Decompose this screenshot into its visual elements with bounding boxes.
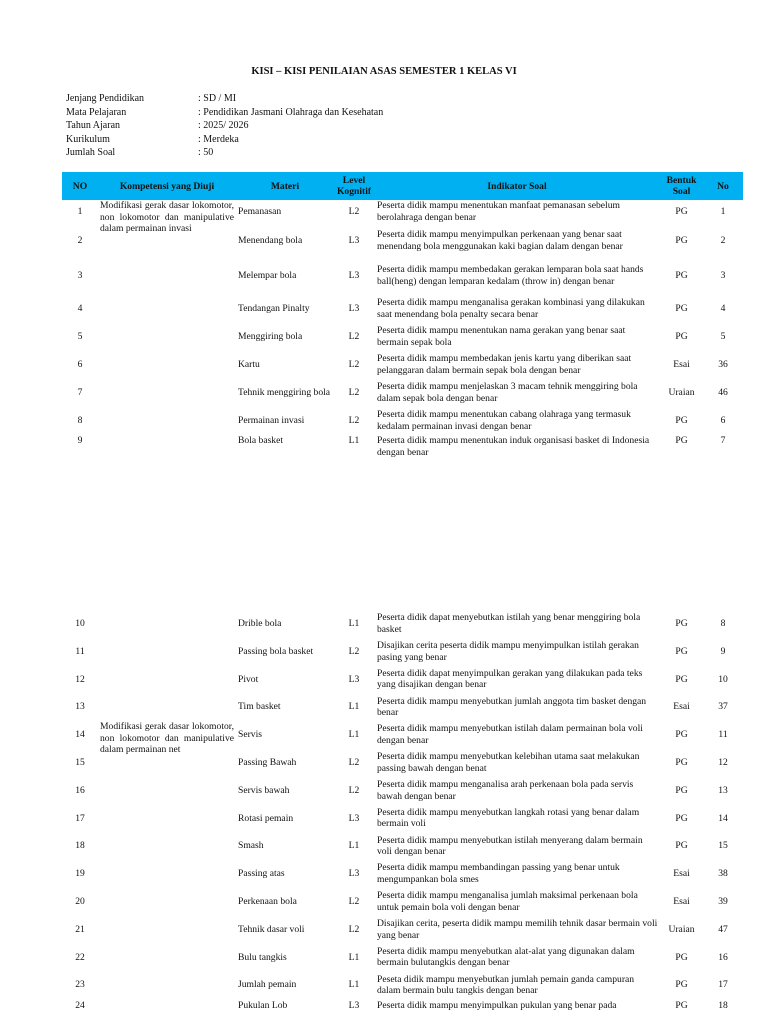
cell-nomor: 6: [720, 415, 726, 427]
cell-kompetensi: [98, 693, 236, 721]
cell-nomor: 8: [720, 618, 726, 630]
cell-no: 16: [75, 784, 85, 796]
cell-indikator: Peserta didik mampu menyebutkan jumlah anggota tim basket dengan benar: [377, 695, 647, 719]
cell-no: 9: [77, 435, 83, 446]
cell-indikator: Peserta didik mampu membedakan jenis kartu yang diberikan saat pelanggaran dalam bermain sepak bola dengan benar: [377, 353, 632, 376]
kisi-table-part-2: [62, 610, 743, 1013]
cell-level: L2: [348, 359, 360, 371]
info-label: Jumlah Soal: [66, 147, 116, 159]
cell-level: L1: [348, 951, 360, 963]
cell-no: 6: [77, 359, 83, 371]
cell-level: L1: [348, 979, 360, 991]
document-title: KISI – KISI PENILAIAN ASAS SEMESTER 1 KELAS VI: [251, 66, 517, 77]
cell-materi: Bola basket: [238, 435, 284, 446]
table-row: [62, 693, 743, 721]
cell-bentuk: PG: [675, 812, 688, 824]
cell-kompetensi: [98, 323, 236, 351]
cell-nomor: 2: [720, 234, 726, 246]
table-row: [62, 257, 743, 295]
table-row: [62, 407, 743, 435]
cell-bentuk: PG: [675, 618, 688, 630]
cell-materi: Menendang bola: [238, 234, 303, 246]
cell-nomor: 10: [718, 673, 728, 685]
cell-nomor: 46: [718, 387, 728, 399]
table-row: [62, 832, 743, 860]
info-row: [66, 146, 383, 160]
cell-indikator: Peserta didik mampu membedakan gerakan lemparan bola saat hands ball(heng) dengan lemparan kedalam (throw in) dengan benar: [377, 264, 644, 287]
cell-materi: Smash: [238, 840, 264, 852]
cell-materi: Melempar bola: [238, 270, 297, 282]
cell-level: L1: [348, 840, 360, 852]
cell-no: 2: [77, 234, 83, 246]
info-row: [66, 106, 383, 120]
cell-materi: Servis bawah: [238, 784, 290, 796]
cell-bentuk: PG: [675, 270, 688, 282]
cell-indikator: Peserta didik mampu menganalisa arah perkenaan bola pada servis bawah dengan benar: [377, 779, 634, 802]
cell-bentuk: Uraian: [668, 923, 695, 935]
cell-bentuk: Esai: [673, 868, 690, 880]
cell-kompetensi: [98, 638, 236, 666]
table-row: [62, 379, 743, 407]
cell-level: L1: [348, 435, 360, 446]
cell-bentuk: PG: [675, 951, 688, 963]
cell-nomor: 37: [718, 701, 728, 713]
cell-bentuk: PG: [675, 234, 688, 246]
cell-nomor: 1: [720, 206, 726, 218]
cell-kompetensi: [98, 888, 236, 916]
info-block: [66, 92, 383, 160]
cell-indikator: Peserta didik mampu menyebutkan istilah menyerang dalam bermain voli dengan benar: [377, 834, 643, 858]
header-nomor: No: [703, 172, 743, 200]
cell-materi: Pukulan Lob: [238, 1000, 288, 1012]
cell-kompetensi: [98, 435, 236, 463]
info-label: Kurikulum: [66, 133, 110, 145]
header-indikator: Indikator Soal: [374, 172, 660, 200]
cell-materi: Rotasi pemain: [238, 812, 294, 824]
cell-materi: Tendangan Pinalty: [238, 303, 310, 315]
cell-nomor: 4: [720, 303, 726, 315]
cell-level: L3: [348, 270, 360, 282]
cell-no: 17: [75, 812, 85, 824]
cell-nomor: 39: [718, 896, 728, 908]
cell-level: L3: [348, 1000, 360, 1012]
cell-no: 23: [75, 979, 85, 991]
kisi-table-part-1: [62, 172, 743, 463]
cell-bentuk: PG: [675, 673, 688, 685]
cell-nomor: 17: [718, 979, 728, 991]
cell-nomor: 12: [718, 757, 728, 769]
cell-kompetensi: [98, 257, 236, 295]
cell-level: L2: [348, 387, 360, 399]
cell-bentuk: PG: [675, 784, 688, 796]
cell-indikator: Peserta didik mampu menyebutkan langkah rotasi yang benar dalam bermain voli: [377, 806, 640, 830]
cell-nomor: 9: [720, 645, 726, 657]
cell-nomor: 11: [718, 729, 728, 741]
cell-kompetensi: [98, 351, 236, 379]
cell-bentuk: PG: [675, 415, 688, 427]
cell-kompetensi: [98, 407, 236, 435]
cell-kompetensi: [98, 916, 236, 944]
cell-indikator: Peseta didik mampu menyebutkan jumlah pemain ganda campuran dalam bermain bulu tangkis dengan benar: [377, 973, 635, 997]
cell-materi: Drible bola: [238, 618, 282, 630]
table-row: [62, 860, 743, 888]
cell-kompetensi: [98, 832, 236, 860]
cell-materi: Perkenaan bola: [238, 896, 297, 908]
cell-level: L1: [348, 618, 360, 630]
cell-kompetensi: [98, 379, 236, 407]
cell-kompetensi: [98, 610, 236, 638]
cell-indikator: Peserta didik mampu menentukan induk organisasi basket di Indonesia dengan benar: [377, 435, 650, 458]
header-bentuk: Bentuk Soal: [660, 172, 703, 200]
info-value: : SD / MI: [198, 93, 237, 104]
cell-bentuk: PG: [675, 645, 688, 657]
cell-materi: Tehnik menggiring bola: [238, 387, 331, 399]
info-row: [66, 133, 383, 147]
cell-kompetensi: [98, 805, 236, 833]
info-row: [66, 92, 383, 106]
cell-no: 21: [75, 923, 85, 935]
cell-indikator: Peserta didik mampu menganalisa gerakan kombinasi yang dilakukan saat menendang bola penalty secara benar: [377, 297, 645, 320]
header-level: Level Kognitif: [334, 172, 374, 200]
cell-kompetensi: [98, 971, 236, 999]
table-row: [62, 944, 743, 972]
cell-materi: Pivot: [238, 673, 259, 685]
table-row: [62, 888, 743, 916]
cell-materi: Passing atas: [238, 868, 285, 880]
cell-nomor: 15: [718, 840, 728, 852]
cell-bentuk: PG: [675, 729, 688, 741]
table-header-row: [62, 172, 743, 200]
cell-nomor: 3: [720, 270, 726, 282]
cell-bentuk: PG: [675, 435, 688, 446]
cell-no: 13: [75, 701, 85, 713]
cell-bentuk: PG: [675, 840, 688, 852]
cell-no: 4: [77, 303, 83, 315]
table-row: [62, 638, 743, 666]
table-row: [62, 777, 743, 805]
table-row: [62, 435, 743, 463]
cell-level: L2: [348, 757, 360, 769]
cell-no: 19: [75, 868, 85, 880]
table-row: [62, 805, 743, 833]
cell-no: 3: [77, 270, 83, 282]
cell-bentuk: PG: [675, 1000, 688, 1012]
cell-indikator: Peserta didik dapat menyebutkan istilah yang benar menggiring bola basket: [377, 612, 641, 635]
table-row: [62, 610, 743, 638]
cell-level: L3: [348, 234, 360, 246]
cell-materi: Tim basket: [238, 701, 281, 713]
table-row: [62, 999, 743, 1013]
cell-indikator: Peserta didik mampu menyimpulkan pukulan yang benar pada: [377, 1000, 617, 1012]
table-row: [62, 323, 743, 351]
cell-indikator: Peserta didik mampu menentukan manfaat pemanasan sebelum berolahraga dengan benar: [377, 200, 620, 223]
cell-kompetensi: [98, 666, 236, 694]
cell-level: L3: [348, 868, 360, 880]
cell-materi: Passing Bawah: [238, 757, 297, 769]
cell-bentuk: Esai: [673, 896, 690, 908]
table-row: [62, 971, 743, 999]
info-label: Tahun Ajaran: [66, 120, 121, 132]
header-kompetensi: Kompetensi yang Diuji: [98, 172, 236, 200]
cell-no: 18: [75, 840, 85, 852]
table-row: [62, 916, 743, 944]
cell-indikator: Peserta didik mampu menentukan cabang olahraga yang termasuk kedalam permainan invasi dengan benar: [377, 409, 631, 432]
cell-materi: Pemanasan: [238, 206, 282, 218]
cell-bentuk: PG: [675, 979, 688, 991]
cell-level: L2: [348, 784, 360, 796]
cell-no: 12: [75, 673, 85, 685]
cell-nomor: 13: [718, 784, 728, 796]
cell-materi: Permainan invasi: [238, 415, 305, 427]
header-materi: Materi: [236, 172, 334, 200]
cell-nomor: 18: [718, 1000, 728, 1012]
cell-level: L2: [348, 331, 360, 343]
cell-kompetensi: [98, 999, 236, 1013]
table-row: [62, 666, 743, 694]
cell-indikator: Disajikan cerita peserta didik mampu menyimpulkan istilah gerakan pasing yang benar: [377, 640, 639, 663]
table-row: [62, 200, 743, 224]
cell-level: L1: [348, 729, 360, 741]
cell-kompetensi: [98, 777, 236, 805]
cell-no: 11: [75, 645, 85, 657]
info-value: : 2025/ 2026: [198, 120, 249, 132]
cell-indikator: Peserta didik mampu menyebutkan alat-alat yang digunakan dalam bermain bulutangkis dengan benar: [377, 945, 635, 969]
cell-no: 5: [77, 331, 83, 343]
cell-materi: Jumlah pemain: [238, 979, 297, 991]
cell-materi: Tehnik dasar voli: [238, 923, 305, 935]
cell-bentuk: PG: [675, 303, 688, 315]
info-value: : 50: [198, 147, 214, 159]
cell-indikator: Peserta didik mampu menyebutkan istilah dalam permainan bola voli dengan benar: [377, 723, 643, 747]
info-value: : Pendidikan Jasmani Olahraga dan Kesehatan: [198, 106, 384, 118]
cell-level: L3: [348, 303, 360, 315]
table-row: [62, 721, 743, 749]
cell-no: 22: [75, 951, 85, 963]
cell-nomor: 47: [718, 923, 728, 935]
cell-materi: Bulu tangkis: [238, 951, 287, 963]
table-row: [62, 295, 743, 323]
info-value: : Merdeka: [198, 133, 239, 145]
cell-no: 7: [77, 387, 83, 399]
cell-no: 8: [77, 415, 83, 427]
cell-nomor: 7: [720, 435, 726, 446]
cell-level: L3: [348, 812, 360, 824]
cell-level: L2: [348, 415, 360, 427]
cell-no: 10: [75, 618, 85, 630]
cell-level: L2: [348, 896, 360, 908]
cell-no: 20: [75, 896, 85, 908]
cell-no: 24: [75, 1000, 85, 1012]
cell-level: L2: [348, 206, 360, 218]
header-no: NO: [62, 172, 98, 200]
cell-materi: Passing bola basket: [238, 645, 314, 657]
cell-kompetensi: Modifikasi gerak dasar lokomotor, non lokomotor dan manipulative dalam permainan net: [100, 721, 234, 756]
cell-level: L2: [348, 923, 360, 935]
info-label: Jenjang Pendidikan: [66, 93, 145, 104]
cell-no: 1: [77, 206, 83, 218]
cell-indikator: Peserta didik mampu membandingan passing yang benar untuk mengumpankan bola smes: [377, 862, 620, 886]
cell-bentuk: PG: [675, 331, 688, 343]
cell-level: L3: [348, 673, 360, 685]
cell-kompetensi: [98, 944, 236, 972]
cell-nomor: 5: [720, 331, 726, 343]
cell-level: L2: [348, 645, 360, 657]
cell-indikator: Peserta didik dapat menyimpulkan gerakan yang dilakukan pada teks yang disajikan dengan benar: [377, 667, 643, 691]
cell-indikator: Peserta didik mampu menyimpulkan perkenaan yang benar saat menendang bola menggunakan kaki bagian dalam dengan benar: [377, 228, 623, 252]
info-row: [66, 119, 383, 133]
cell-nomor: 16: [718, 951, 728, 963]
cell-indikator: Peserta didik mampu menentukan nama gerakan yang benar saat bermain sepak bola: [377, 325, 626, 348]
cell-nomor: 36: [718, 359, 728, 371]
cell-kompetensi: Modifikasi gerak dasar lokomotor, non lokomotor dan manipulative dalam permainan invasi: [100, 200, 234, 235]
cell-bentuk: PG: [675, 206, 688, 218]
cell-bentuk: Esai: [673, 359, 690, 371]
cell-bentuk: Uraian: [668, 387, 695, 399]
cell-bentuk: PG: [675, 757, 688, 769]
cell-no: 14: [75, 729, 85, 741]
cell-kompetensi: [98, 295, 236, 323]
table-row: [62, 351, 743, 379]
cell-indikator: Peserta didik mampu menjelaskan 3 macam tehnik menggiring bola dalam sepak bola dengan benar: [377, 381, 638, 404]
cell-kompetensi: [98, 860, 236, 888]
cell-materi: Menggiring bola: [238, 331, 303, 343]
cell-level: L1: [348, 701, 360, 713]
cell-indikator: Peserta didik mampu menyebutkan kelebihan utama saat melakukan passing bawah dengan benat: [377, 751, 640, 774]
cell-no: 15: [75, 757, 85, 769]
cell-nomor: 38: [718, 868, 728, 880]
info-label: Mata Pelajaran: [66, 106, 127, 118]
cell-indikator: Disajikan cerita, peserta didik mampu memilih tehnik dasar bermain voli yang benar: [377, 918, 658, 941]
cell-indikator: Peserta didik mampu menganalisa jumlah maksimal perkenaan bola untuk pemain bola voli dengan benar: [377, 890, 638, 913]
cell-materi: Servis: [238, 729, 262, 741]
cell-bentuk: Esai: [673, 701, 690, 713]
cell-nomor: 14: [718, 812, 728, 824]
cell-materi: Kartu: [238, 359, 260, 371]
